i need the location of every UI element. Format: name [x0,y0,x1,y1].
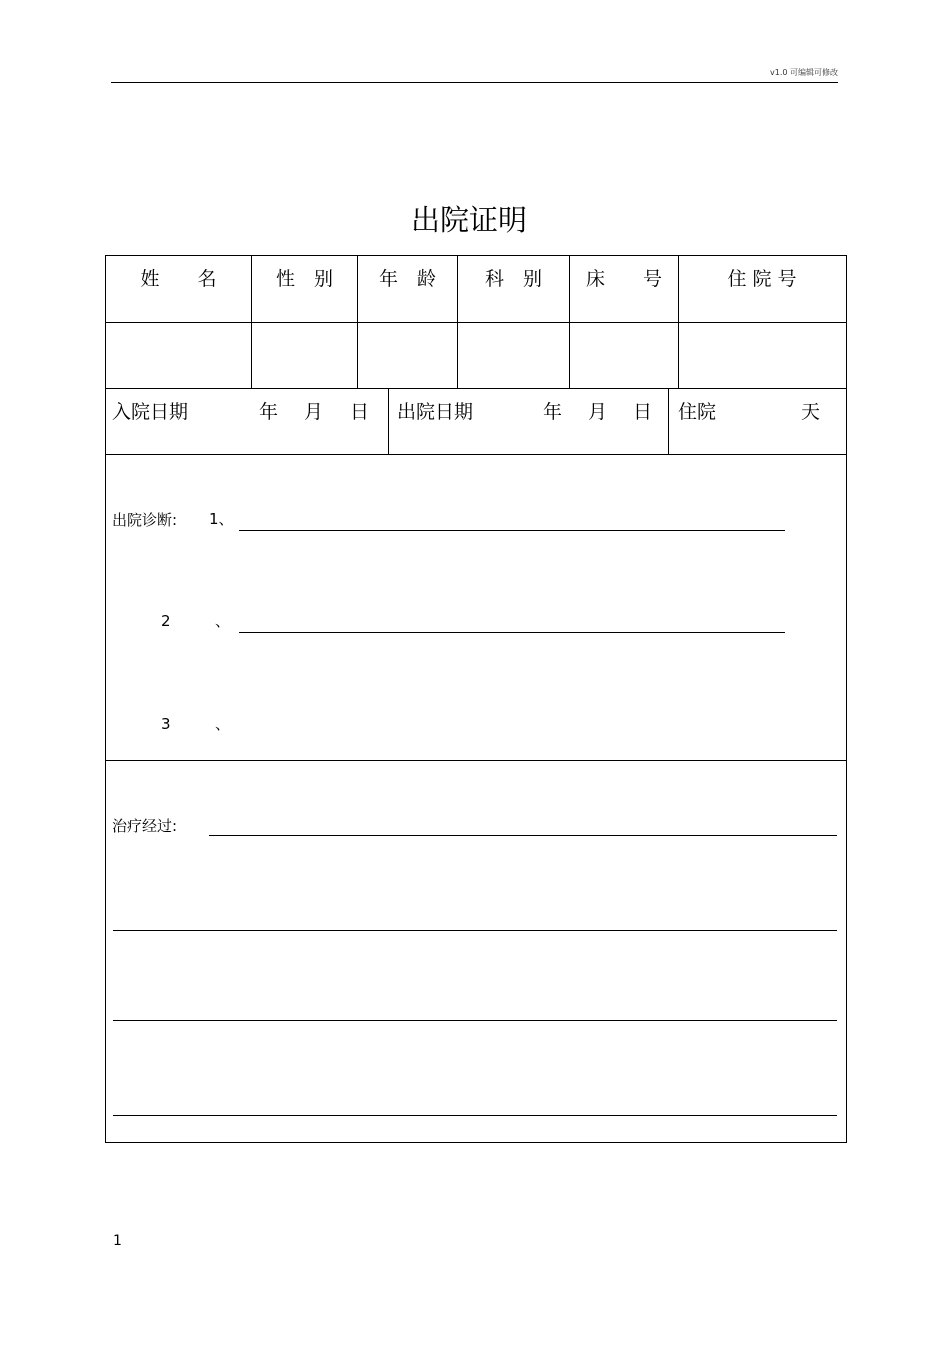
version-note: v1.0 可编辑可修改 [770,68,838,77]
page-title: 出院证明 [410,203,527,237]
discharge-date-label: 出院日期 [397,401,474,423]
col-divider [388,388,389,454]
discharge-date-field[interactable] [480,392,665,450]
gender-field[interactable] [252,323,357,388]
bed-field[interactable] [570,323,678,388]
diagnosis-item-2-separator: 、 [215,612,231,630]
diagnosis-item-1-number: 1、 [209,510,234,528]
age-field[interactable] [358,323,457,388]
admission-month-unit: 月 [304,401,324,423]
treatment-line-2[interactable] [113,930,837,931]
admission-date-field[interactable] [195,392,385,450]
discharge-day-unit: 日 [633,401,653,423]
treatment-line-4[interactable] [113,1115,837,1116]
treatment-label: 治疗经过: [112,817,178,835]
admission-day-unit: 日 [350,401,370,423]
stay-days-field[interactable] [720,392,798,450]
stay-days-unit: 天 [801,401,821,423]
page-number: 1 [113,1233,122,1249]
header-inpatient-no: 住 院 号 [727,268,797,290]
discharge-year-unit: 年 [543,401,563,423]
col-divider [668,388,669,454]
admission-year-unit: 年 [259,401,279,423]
diagnosis-item-3-number: 3 [161,715,171,733]
row-divider [105,454,846,455]
header-name: 姓 名 [140,268,217,290]
header-rule [111,82,838,83]
treatment-line-3[interactable] [113,1020,837,1021]
header-age: 年 龄 [378,268,436,290]
stay-label: 住院 [678,401,717,423]
row-divider [105,388,846,389]
treatment-line-1[interactable] [209,835,837,836]
diagnosis-item-3-separator: 、 [215,715,231,733]
header-bed: 床 号 [585,268,662,290]
department-field[interactable] [458,323,569,388]
header-department: 科 别 [484,268,542,290]
name-field[interactable] [106,323,251,388]
admission-date-label: 入院日期 [112,401,189,423]
diagnosis-line-1[interactable] [239,530,785,531]
inpatient-no-field[interactable] [679,323,845,388]
diagnosis-label: 出院诊断: [112,511,178,529]
header-gender: 性 别 [275,268,333,290]
diagnosis-item-2-number: 2 [161,612,171,630]
discharge-month-unit: 月 [588,401,608,423]
row-divider [105,760,846,761]
diagnosis-line-2[interactable] [239,632,785,633]
